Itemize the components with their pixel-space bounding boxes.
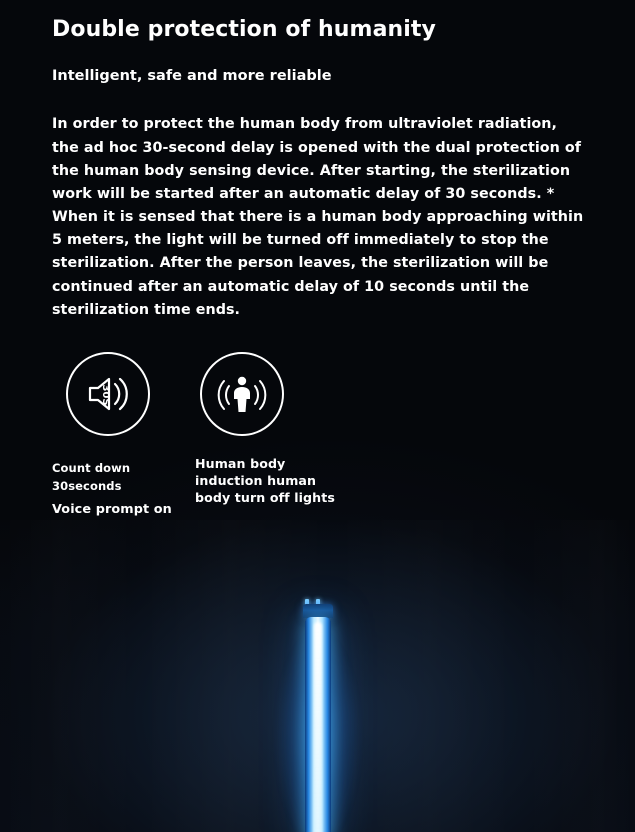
feature-human-sensor (195, 352, 355, 506)
feature-human-sensor-line1: Human body (195, 456, 286, 471)
page-title: Double protection of humanity (52, 17, 436, 42)
speaker-countdown-icon (66, 352, 150, 436)
feature-human-sensor-caption (195, 455, 335, 506)
page-subtitle: Intelligent, safe and more reliable (52, 67, 332, 84)
text-content-block (52, 0, 597, 322)
body-paragraph: In order to protect the human body from ultraviolet radiation, the ad hoc 30-second delay is opened with the dual protection of the human body sensing device. After starting, the sterilization work will be started after an automatic delay of 30 seconds. * When it is sensed that there is a human body approaching within 5 meters, the light will be turned off immediately to stop the sterilization. After the person leaves, the sterilization will be continued after an automatic delay of 10 seconds until the sterilization time ends. (52, 116, 584, 318)
feature-list (52, 352, 355, 519)
lamp-tube-core (314, 622, 322, 832)
feature-countdown-caption (52, 460, 195, 519)
feature-human-sensor-line2: induction human (195, 473, 317, 488)
feature-countdown-line2: Voice prompt on (52, 501, 172, 517)
feature-human-sensor-line3: body turn off lights (195, 490, 335, 505)
uv-lamp-tube (296, 604, 340, 832)
countdown-icon-label: 30S (100, 384, 111, 406)
lamp-cap (303, 604, 333, 618)
feature-countdown (52, 352, 195, 519)
feature-countdown-line1: Count down 30seconds (52, 461, 131, 493)
human-body-sensor-icon (200, 352, 284, 436)
